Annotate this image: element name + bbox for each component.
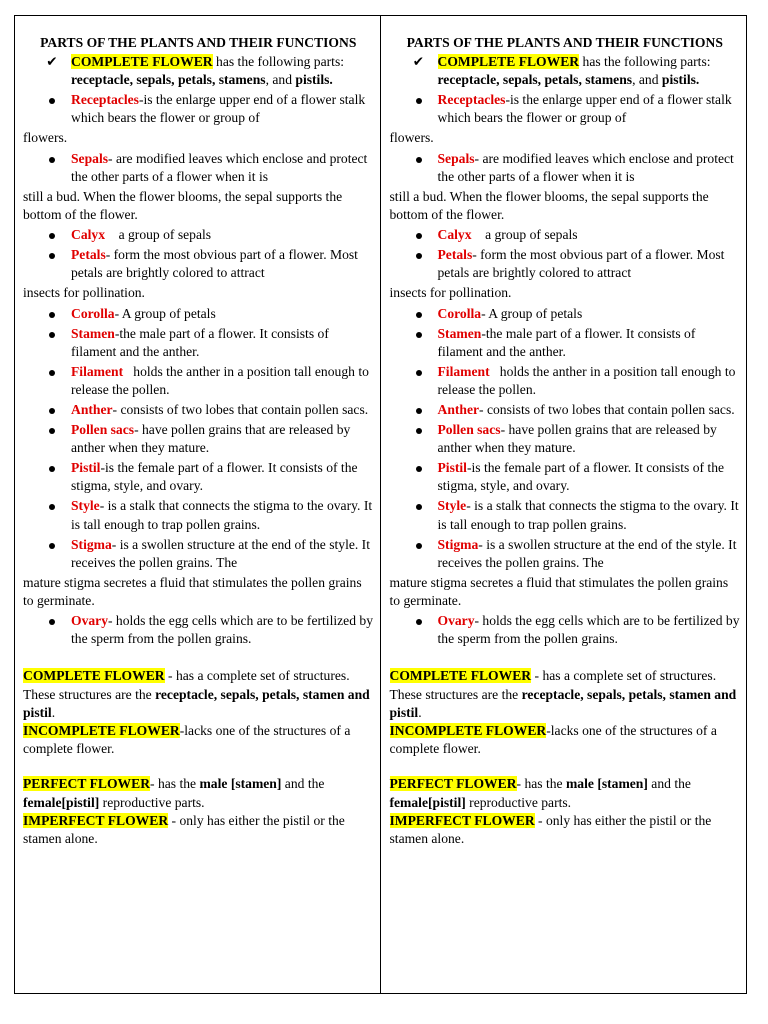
- document-sheet: [14, 15, 747, 994]
- term-label: Filament: [71, 363, 124, 379]
- term-definition: - have pollen grains that are released by anther when they mature.: [71, 422, 354, 456]
- term-definition: - holds the egg cells which are to be fertilized by the sperm from the pollen grains.: [71, 613, 377, 647]
- term-label: Stigma: [71, 536, 112, 552]
- term-definition: - A group of petals: [114, 305, 216, 321]
- list-item: [390, 150, 741, 186]
- bullet-icon: [412, 325, 426, 343]
- complete-flower-definition: COMPLETE FLOWER - has a complete set of structures. These structures are the receptacle, sepals, petals, stamen and pistil.: [23, 668, 370, 720]
- term-label: Style: [437, 498, 467, 514]
- list-item: [23, 246, 374, 282]
- list-item: [23, 401, 374, 419]
- bullet-icon: [45, 421, 59, 439]
- term-label: Style: [71, 498, 100, 514]
- page-title: PARTS OF THE PLANTS AND THEIR FUNCTIONS: [40, 35, 357, 50]
- term-definition: holds the anther in a position tall enough to release the pollen.: [437, 363, 739, 398]
- term-continuation: mature stigma secretes a fluid that stimulates the pollen grains to germinate.: [23, 574, 362, 609]
- term-label: Pistil: [437, 460, 467, 476]
- list-item: [390, 246, 741, 282]
- bullet-icon: [45, 612, 59, 630]
- complete-flower-intro: ✔ COMPLETE FLOWER has the following parts: receptacle, sepals, petals, stamens, and pistils.: [412, 54, 711, 88]
- list-item: [390, 612, 741, 648]
- term-label: Sepals: [437, 150, 475, 166]
- page-title: PARTS OF THE PLANTS AND THEIR FUNCTIONS: [406, 35, 723, 50]
- bullet-icon: [45, 363, 59, 381]
- list-item: [390, 401, 741, 419]
- bullet-icon: [412, 612, 426, 630]
- term-label: Petals: [437, 247, 473, 263]
- list-item: [23, 421, 374, 457]
- items-holder: [390, 91, 741, 648]
- list-item: [390, 497, 741, 533]
- bullet-icon: [412, 497, 426, 515]
- term-continuation: mature stigma secretes a fluid that stimulates the pollen grains to germinate.: [389, 574, 729, 609]
- list-item: [390, 421, 741, 457]
- bullet-icon: [412, 226, 426, 244]
- list-item: [390, 459, 741, 495]
- term-definition: -is the female part of a flower. It consists of the stigma, style, and ovary.: [437, 460, 728, 494]
- bullet-icon: [412, 421, 426, 439]
- imperfect-flower-definition: IMPERFECT FLOWER - only has either the pistil or the stamen alone.: [389, 812, 712, 847]
- term-continuation: flowers.: [389, 130, 434, 146]
- list-item: [390, 226, 741, 244]
- term-continuation: insects for pollination.: [389, 285, 512, 301]
- list-item: [23, 305, 374, 323]
- term-definition: - is a stalk that connects the stigma to the ovary. It is tall enough to trap pollen grains.: [71, 498, 376, 532]
- term-definition: - consists of two lobes that contain pollen sacs.: [479, 402, 735, 418]
- perfect-flower-definition: PERFECT FLOWER- has the male [stamen] and the female[pistil] reproductive parts.: [23, 776, 325, 810]
- intro-highlight: COMPLETE FLOWER: [71, 54, 213, 69]
- term-continuation: flowers.: [23, 130, 68, 146]
- list-item: [23, 612, 377, 648]
- right-column: [380, 16, 747, 993]
- bullet-icon: [45, 459, 59, 477]
- parts-list: [390, 53, 741, 89]
- term-definition: - A group of petals: [481, 305, 583, 321]
- term-continuation: insects for pollination.: [23, 285, 145, 301]
- list-item: [23, 91, 374, 127]
- term-definition: - are modified leaves which enclose and protect the other parts of a flower when it is: [437, 150, 738, 184]
- left-column: [15, 16, 380, 993]
- term-label: Anther: [437, 402, 480, 418]
- list-item: [23, 325, 374, 361]
- bullet-icon: [45, 305, 59, 323]
- bullet-icon: [412, 91, 426, 109]
- bullet-icon: [45, 401, 59, 419]
- term-definition: a group of sepals: [471, 227, 578, 243]
- term-continuation: still a bud. When the flower blooms, the sepal supports the bottom of the flower.: [389, 188, 709, 223]
- bullet-icon: [412, 305, 426, 323]
- term-label: Filament: [437, 363, 490, 379]
- list-item: [23, 150, 374, 186]
- list-item: [390, 363, 741, 399]
- term-continuation: still a bud. When the flower blooms, the sepal supports the bottom of the flower.: [23, 188, 343, 223]
- term-definition: -the male part of a flower. It consists of filament and the anther.: [71, 325, 333, 359]
- bullet-icon: [45, 246, 59, 264]
- term-label: Pollen sacs: [437, 422, 501, 438]
- bullet-icon: [45, 226, 59, 244]
- term-definition: - have pollen grains that are released by anther when they mature.: [437, 422, 721, 456]
- intro-highlight: COMPLETE FLOWER: [437, 54, 580, 69]
- term-definition: -is the enlarge upper end of a flower stalk which bears the flower or group of: [71, 92, 369, 126]
- bullet-icon: [412, 246, 426, 264]
- incomplete-flower-definition: INCOMPLETE FLOWER-lacks one of the structures of a complete flower.: [389, 723, 717, 757]
- list-item: [23, 536, 374, 572]
- bullet-icon: [45, 536, 59, 554]
- checkmark-icon: ✔: [412, 54, 425, 69]
- term-label: Corolla: [437, 305, 482, 321]
- imperfect-flower-definition: IMPERFECT FLOWER - only has either the pistil or the stamen alone.: [23, 812, 345, 847]
- list-item: [23, 363, 374, 399]
- term-label: Calyx: [437, 227, 472, 243]
- term-label: Stamen: [437, 325, 482, 341]
- bullet-icon: [412, 459, 426, 477]
- checkmark-icon: ✔: [46, 54, 58, 69]
- term-definition: - holds the egg cells which are to be fertilized by the sperm from the pollen grains.: [437, 613, 743, 647]
- complete-flower-definition: COMPLETE FLOWER - has a complete set of structures. These structures are the receptacle, sepals, petals, stamen and pistil.: [389, 668, 737, 720]
- term-label: Receptacles: [71, 92, 139, 108]
- list-item: [23, 459, 374, 495]
- list-item: [23, 226, 374, 244]
- term-label: Corolla: [71, 305, 115, 321]
- term-label: Anther: [71, 402, 113, 418]
- term-definition: -is the female part of a flower. It consists of the stigma, style, and ovary.: [71, 460, 361, 494]
- bullet-icon: [412, 401, 426, 419]
- term-label: Receptacles: [437, 92, 506, 108]
- term-label: Ovary: [71, 613, 108, 629]
- term-definition: -the male part of a flower. It consists of filament and the anther.: [437, 325, 699, 359]
- bullet-icon: [412, 536, 426, 554]
- term-definition: - are modified leaves which enclose and protect the other parts of a flower when it is: [71, 150, 371, 184]
- bullet-icon: [45, 150, 59, 168]
- term-definition: a group of sepals: [104, 227, 212, 243]
- term-label: Sepals: [71, 150, 109, 166]
- term-definition: - is a stalk that connects the stigma to the ovary. It is tall enough to trap pollen grains.: [437, 498, 743, 532]
- bullet-icon: [45, 91, 59, 109]
- term-definition: -is the enlarge upper end of a flower stalk which bears the flower or group of: [437, 92, 736, 126]
- term-label: Pollen sacs: [71, 422, 135, 438]
- list-item: [23, 497, 374, 533]
- parts-list: [23, 53, 374, 89]
- bullet-icon: [412, 150, 426, 168]
- term-label: Calyx: [71, 227, 105, 243]
- bullet-icon: [45, 325, 59, 343]
- term-definition: - is a swollen structure at the end of the style. It receives the pollen grains. The: [71, 536, 374, 570]
- term-label: Ovary: [437, 613, 475, 629]
- term-definition: - form the most obvious part of a flower. Most petals are brightly colored to attract: [71, 247, 362, 281]
- bullet-icon: [412, 363, 426, 381]
- list-item: [390, 536, 741, 572]
- term-definition: - consists of two lobes that contain pollen sacs.: [112, 402, 369, 418]
- term-definition: - form the most obvious part of a flower. Most petals are brightly colored to attract: [437, 247, 728, 281]
- incomplete-flower-definition: INCOMPLETE FLOWER-lacks one of the structures of a complete flower.: [23, 723, 351, 757]
- bullet-icon: [45, 497, 59, 515]
- term-definition: - is a swollen structure at the end of the style. It receives the pollen grains. The: [437, 536, 740, 570]
- term-label: Pistil: [71, 460, 101, 476]
- complete-flower-intro: ✔ COMPLETE FLOWER has the following parts: receptacle, sepals, petals, stamens, and pistils.: [46, 54, 345, 88]
- list-item: [390, 325, 741, 361]
- items-holder: [23, 91, 377, 648]
- term-label: Stigma: [437, 536, 479, 552]
- list-item: [390, 305, 741, 323]
- list-item: [390, 91, 741, 127]
- term-label: Petals: [71, 247, 106, 263]
- term-label: Stamen: [71, 325, 115, 341]
- term-definition: holds the anther in a position tall enough to release the pollen.: [71, 363, 373, 398]
- perfect-flower-definition: PERFECT FLOWER- has the male [stamen] and the female[pistil] reproductive parts.: [389, 776, 691, 810]
